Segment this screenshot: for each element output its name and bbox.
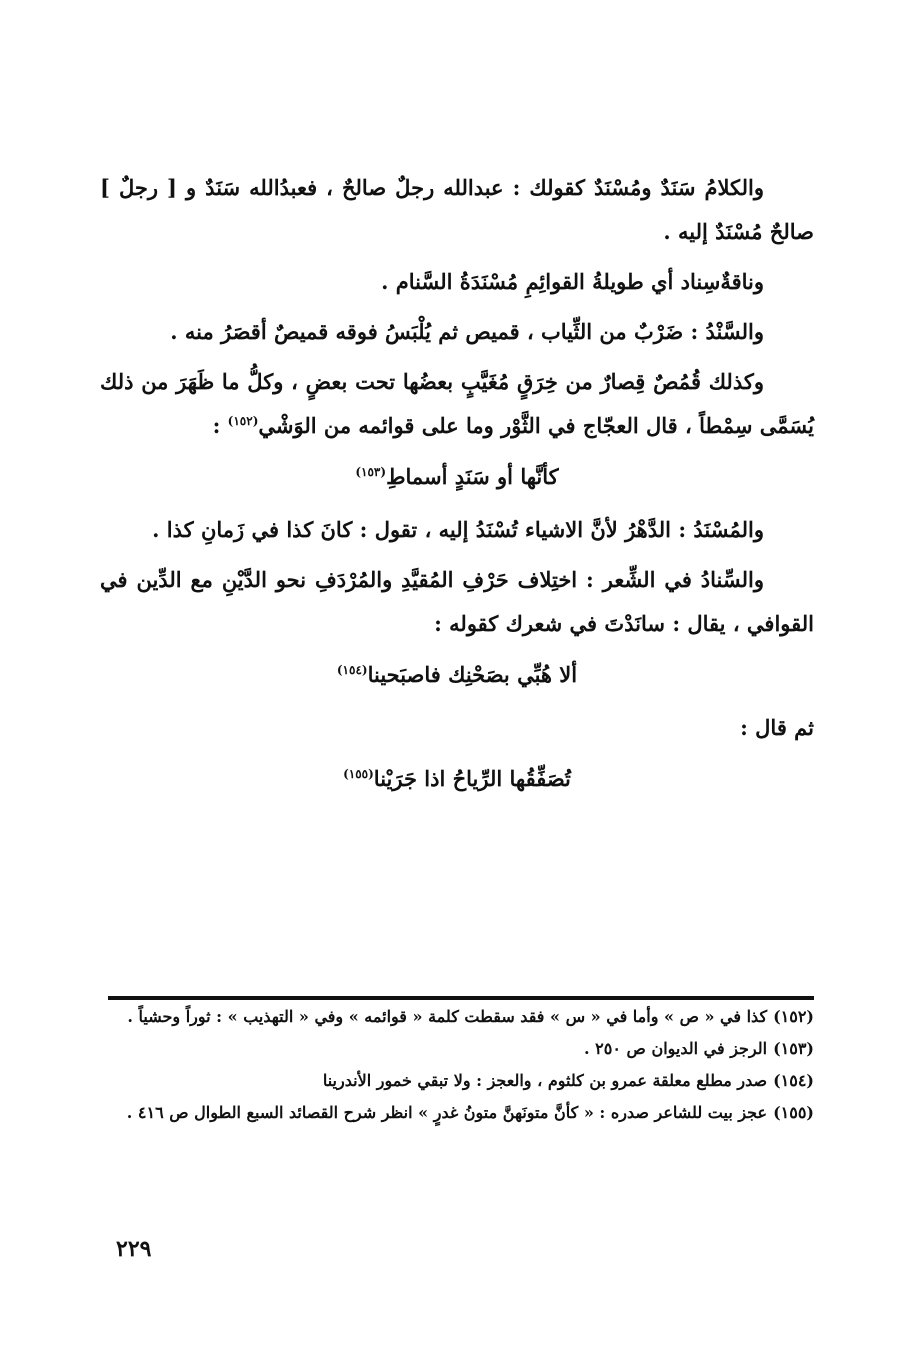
footnote-text: الرجز في الديوان ص ٢٥٠ . <box>584 1039 768 1058</box>
footnote-number: (١٥٤) <box>773 1071 814 1090</box>
footnote-ref-155: (١٥٥) <box>343 767 374 781</box>
footnotes <box>100 1004 814 1132</box>
page-number: ٢٢٩ <box>116 1236 152 1262</box>
paragraph-3-text: والسَّنْدُ : ضَرْبٌ من الثِّياب ، قميص ثم يُلْبَسُ فوقه قميصٌ أقصَرُ منه . <box>170 319 764 344</box>
paragraph-2-text: وناقةٌسِناد أي طويلةُ القوائِمِ مُسْنَدَةُ السَّنام . <box>381 269 764 294</box>
footnote-ref-153: (١٥٣) <box>355 465 387 479</box>
footnote-number: (١٥٥) <box>773 1103 814 1122</box>
footnote-text: عجز بيت للشاعر صدره : « كأنَّ متونَهنَّ متونُ غدرٍ » انظر شرح القصائد السبع الطوال ص ٤١٦ . <box>126 1103 768 1122</box>
footnote-ref-154: (١٥٤) <box>336 663 368 677</box>
paragraph-2 <box>100 260 814 304</box>
paragraph-6 <box>100 558 814 646</box>
then-said-line <box>100 706 814 750</box>
footnote-155 <box>100 1100 814 1126</box>
main-text <box>100 166 814 810</box>
footnote-text: كذا في « ص » وأما في « س » فقد سقطت كلمة « قوائمه » وفي « التهذيب » : ثوراً وحشياً . <box>127 1007 768 1026</box>
verse-3 <box>100 756 814 802</box>
footnote-152 <box>100 1004 814 1030</box>
verse-1-text: كأنَّها أو سَنَدٍ أسماطِ <box>386 464 559 489</box>
paragraph-4 <box>100 360 814 448</box>
footnote-number: (١٥٢) <box>773 1007 814 1026</box>
verse-2-text: ألا هُبِّي بصَحْنِك فاصبَحينا <box>367 662 578 687</box>
footnote-153 <box>100 1036 814 1062</box>
paragraph-6-text: والسِّنادُ في الشِّعر : اختِلاف حَرْفِ المُقيَّدِ والمُرْدَفِ نحو الدَّيْنِ مع الدِّين في القوافي ، يقال : سانَدْتَ في شعرك كقوله : <box>100 567 814 636</box>
paragraph-4-end: : <box>212 413 228 438</box>
footnote-text: صدر مطلع معلقة عمرو بن كلثوم ، والعجز : ولا تبقي خمور الأندرينا <box>322 1071 768 1090</box>
paragraph-1 <box>100 166 814 254</box>
footnote-number: (١٥٣) <box>773 1039 814 1058</box>
paragraph-1-text: والكلامُ سَنَدٌ ومُسْنَدٌ كقولك : عبدالله رجلٌ صالحٌ ، فعبدُالله سَنَدٌ و [ رجلٌ ] صالحٌ مُسْنَدٌ إليه . <box>100 175 814 244</box>
verse-3-text: تُصَفِّقُها الرِّياحُ اذا جَرَيْنا <box>373 766 571 791</box>
verse-2 <box>100 652 814 698</box>
paragraph-4-text: وكذلك قُمُصٌ قِصارٌ من خِرَقٍ مُغَيَّبٍ بعضُها تحت بعضٍ ، وكلُّ ما ظَهَرَ من ذلك يُسَمَّى سِمْطاً ، قال العجّاج في الثَّوْر وما على قوائمه من الوَشْي <box>100 369 814 438</box>
paragraph-3 <box>100 310 814 354</box>
paragraph-5-text: والمُسْنَدُ : الدَّهْرُ لأنَّ الاشياء تُسْنَدُ إليه ، تقول : كانَ كذا في زَمانِ كذا . <box>152 517 764 542</box>
footnote-154 <box>100 1068 814 1094</box>
footnote-ref-152: (١٥٢) <box>227 414 259 428</box>
paragraph-5 <box>100 508 814 552</box>
verse-1 <box>100 454 814 500</box>
footnote-divider <box>108 996 814 1000</box>
then-said-text: ثم قال : <box>740 715 814 740</box>
